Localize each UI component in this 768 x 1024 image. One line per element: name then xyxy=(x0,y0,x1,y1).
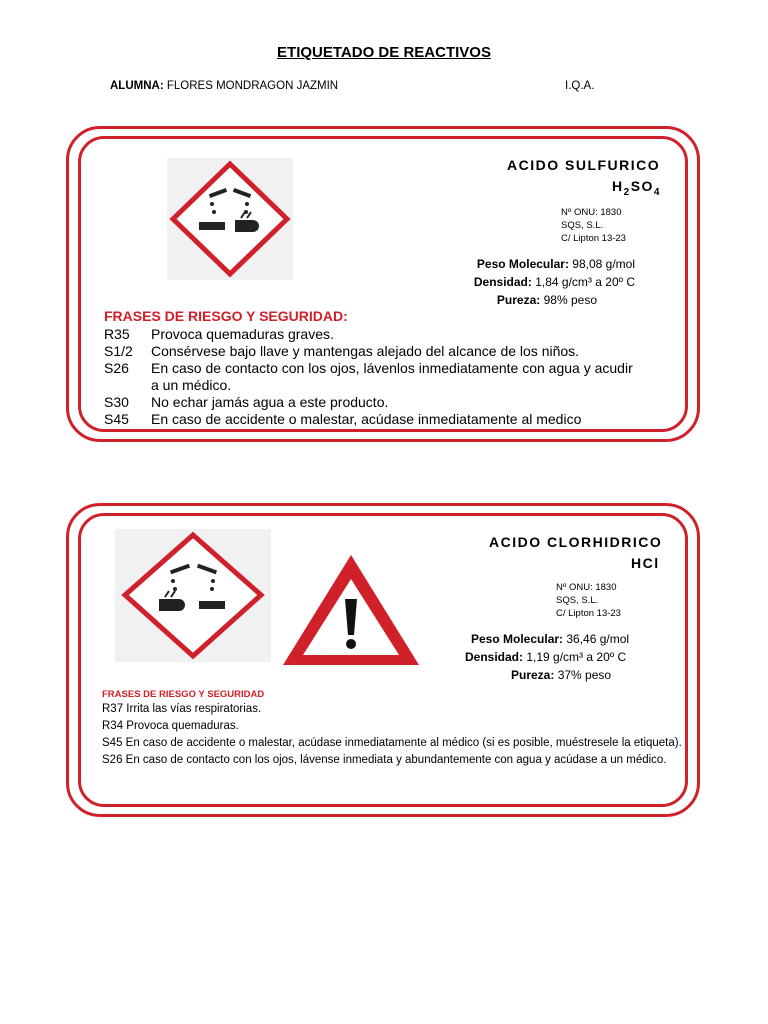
phrase-row: R35 Provoca quemaduras graves. xyxy=(104,326,334,342)
student-label: ALUMNA: xyxy=(110,80,164,92)
label-hydrochloric-acid xyxy=(66,503,700,817)
chemical-name: ACIDO SULFURICO xyxy=(507,157,661,173)
label-sulfuric-acid xyxy=(66,126,700,442)
molecular-weight: Peso Molecular: 36,46 g/mol xyxy=(471,632,630,646)
phrases-list xyxy=(104,326,644,428)
supplier-info xyxy=(561,206,626,245)
onu-number: Nº ONU: 1830 xyxy=(556,582,617,593)
chemical-formula: $H_2SO_4$ xyxy=(612,178,661,198)
phrase-row: R34 Provoca quemaduras. xyxy=(102,720,239,732)
supplier-name: SQS, S.L. xyxy=(556,595,599,606)
phrases-title: FRASES DE RIESGO Y SEGURIDAD: xyxy=(104,308,348,324)
phrases-list xyxy=(102,701,684,769)
properties xyxy=(375,255,635,309)
purity: Pureza: 98% peso xyxy=(496,293,597,307)
warning-triangle-icon xyxy=(277,547,425,677)
molecular-weight: Peso Molecular: 98,08 g/mol xyxy=(476,257,635,271)
density: Densidad: 1,84 g/cm³ a 20º C xyxy=(473,275,635,289)
properties xyxy=(455,630,675,684)
phrase-row: S45 En caso de accidente o malestar, acúdase inmediatamente al medico xyxy=(104,411,582,427)
corrosive-pictogram xyxy=(167,158,293,280)
phrase-row: S26 En caso de contacto con los ojos, lávense inmediata y abundantemente con agua y acúdase a un médico. xyxy=(102,754,667,766)
supplier-address: C/ Lipton 13-23 xyxy=(556,608,621,619)
purity: Pureza: 37% peso xyxy=(511,668,612,682)
page-title: ETIQUETADO DE REACTIVOS xyxy=(277,44,491,61)
phrase-row: S1/2 Consérvese bajo llave y mantengas alejado del alcance de los niños. xyxy=(104,343,580,359)
corrosive-icon xyxy=(167,158,293,280)
career-label: I.Q.A. xyxy=(565,80,595,92)
student-line xyxy=(110,80,338,92)
corrosive-icon xyxy=(115,529,271,662)
warning-pictogram xyxy=(277,547,425,677)
supplier-address: C/ Lipton 13-23 xyxy=(561,233,626,244)
corrosive-pictogram xyxy=(115,529,271,662)
supplier-info xyxy=(556,581,621,620)
phrases-title: FRASES DE RIESGO Y SEGURIDAD xyxy=(102,689,265,700)
phrase-row: R37 Irrita las vías respiratorias. xyxy=(102,703,262,715)
phrase-row: S30 No echar jamás agua a este producto. xyxy=(104,394,389,410)
onu-number: Nº ONU: 1830 xyxy=(561,207,622,218)
phrase-row: S45 En caso de accidente o malestar, acúdase inmediatamente al médico (si es posible, muéstresele la etiqueta). xyxy=(102,737,682,749)
supplier-name: SQS, S.L. xyxy=(561,220,604,231)
chemical-name: ACIDO CLORHIDRICO xyxy=(489,534,663,550)
chemical-formula: HCl xyxy=(631,555,660,571)
student-name: FLORES MONDRAGON JAZMIN xyxy=(166,80,339,92)
phrase-row: S26 En caso de contacto con los ojos, lávenlos inmediatamente con agua y acudir a un médico. xyxy=(104,360,633,393)
density: Densidad: 1,19 g/cm³ a 20º C xyxy=(465,650,627,664)
